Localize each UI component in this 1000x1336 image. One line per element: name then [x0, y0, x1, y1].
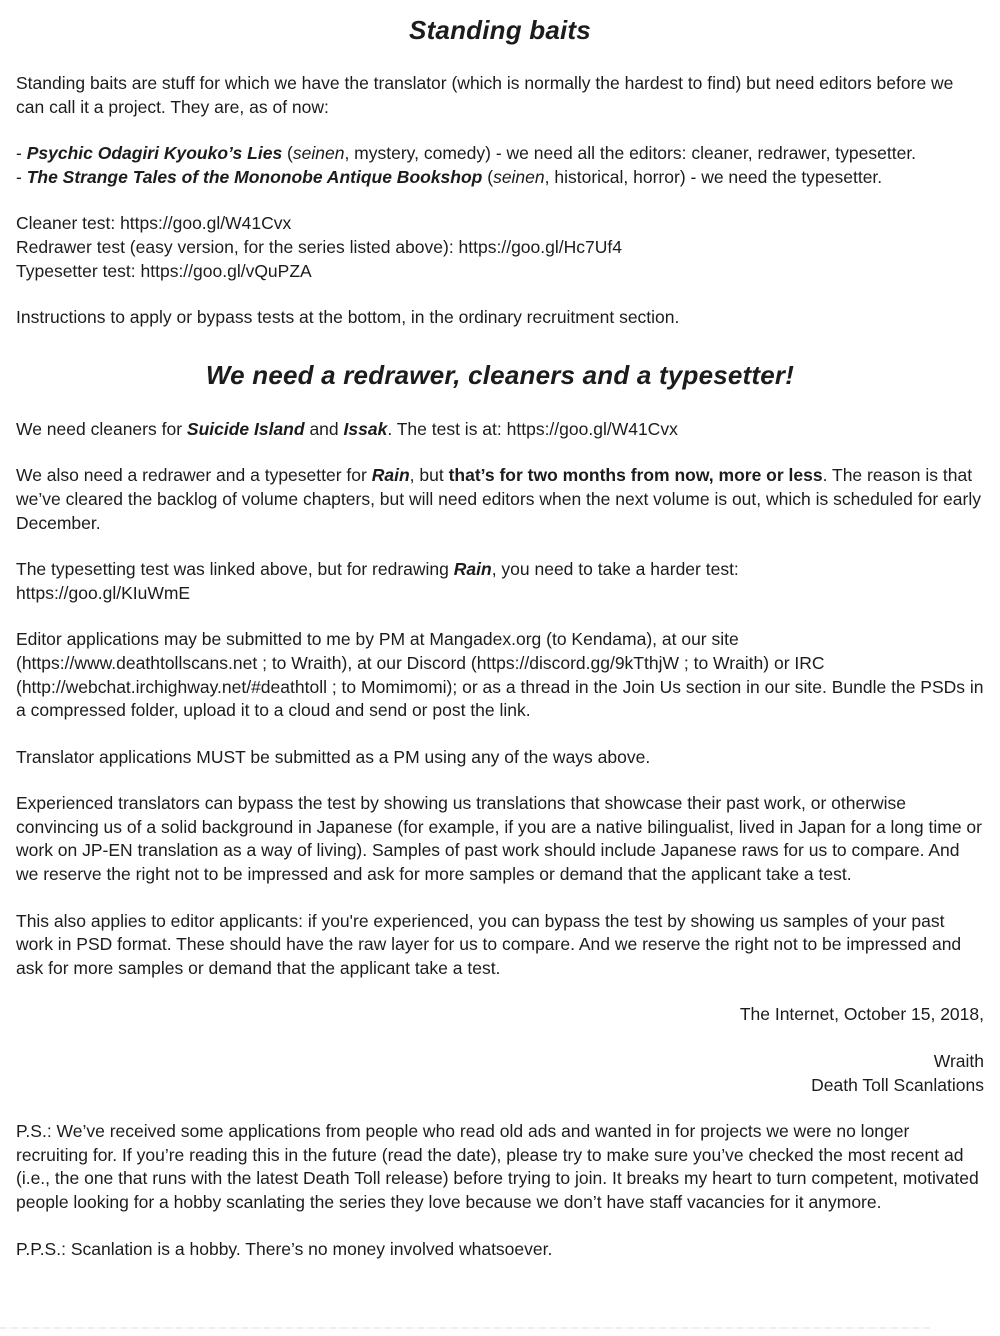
- text-run: and: [304, 418, 344, 439]
- text-run: . The test is at: https://goo.gl/W41Cvx: [387, 418, 678, 439]
- standing-baits-heading: Standing baits: [409, 15, 591, 45]
- series-title: Rain: [371, 465, 410, 486]
- text-run: . The reason is that we’ve cleared the backlog of volume chapters, but will need editors when the next volume is out, which is scheduled for early December.: [16, 465, 981, 533]
- bait-prefix: -: [16, 143, 27, 164]
- intro-paragraph: Standing baits are stuff for which we have the translator (which is normally the hardest to find) but need editors before we can call it a project. They are, as of now:: [16, 73, 954, 117]
- series-title: Issak: [343, 418, 388, 439]
- dateline: The Internet, October 15, 2018,: [739, 1004, 984, 1025]
- translator-applications-paragraph: Translator applications MUST be submitted as a PM using any of the ways above.: [16, 746, 651, 767]
- signature-block: [16, 1050, 984, 1097]
- text-run: We need cleaners for: [16, 418, 187, 439]
- cropped-next-line-artifact: [0, 1327, 930, 1329]
- bait-item-psychic-odagiri: [16, 142, 984, 166]
- genre-tag: seinen: [292, 143, 345, 164]
- group-name: Death Toll Scanlations: [811, 1074, 984, 1095]
- redrawer-test-link-line: Redrawer test (easy version, for the series listed above): https://goo.gl/Hc7Uf4: [16, 236, 622, 257]
- author-name: Wraith: [933, 1051, 984, 1072]
- bait-item-mononobe-bookshop: [16, 166, 984, 190]
- cleaner-test-link-line: Cleaner test: https://goo.gl/W41Cvx: [16, 213, 292, 234]
- we-need-heading: We need a redrawer, cleaners and a typesetter!: [205, 359, 795, 390]
- ps-paragraph: P.S.: We’ve received some applications from people who read old ads and wanted in for projects we were no longer recruiting for. If you’re reading this in the future (read the date), please try to make sure you’ve checked the most recent ad (i.e., the one that runs with the latest Death Toll release) before trying to join. It breaks my heart to turn competent, motivated people looking for a hobby scanlating the series they love because we don’t have staff vacancies for it anymore.: [16, 1121, 979, 1212]
- series-title: Suicide Island: [186, 418, 305, 439]
- redrawer-needed-paragraph: [16, 464, 984, 535]
- typesetter-test-link-line: Typesetter test: https://goo.gl/vQuPZA: [16, 260, 312, 281]
- instructions-note: Instructions to apply or bypass tests at the bottom, in the ordinary recruitment section.: [16, 307, 680, 328]
- editor-bypass-paragraph: This also applies to editor applicants: if you're experienced, you can bypass the test by showing us samples of your past work in PSD format. These should have the raw layer for us to compare. And we reserve the right not to be impressed and ask for more samples or demand that the applicant take a test.: [16, 910, 962, 978]
- pps-paragraph: P.P.S.: Scanlation is a hobby. There’s no money involved whatsoever.: [16, 1238, 553, 1259]
- text-run: We also need a redrawer and a typesetter for: [16, 465, 372, 486]
- emphasis-run: that’s for two months from now, more or less: [448, 465, 823, 486]
- paren: (: [282, 143, 293, 164]
- series-title: Psychic Odagiri Kyouko’s Lies: [26, 143, 283, 164]
- editor-applications-paragraph: Editor applications may be submitted to me by PM at Mangadex.org (to Kendama), at our site (https://www.deathtollscans.net ; to Wraith), at our Discord (https://discord.gg/9kTthjW ; to Wraith) or IRC (http://webchat.irchighway.net/#deathtoll ; to Momimomi); or as a thread in the Join Us section in our site. Bundle the PSDs in a compressed folder, upload it to a cloud and send or post the link.: [16, 629, 984, 721]
- typesetting-test-paragraph: [16, 558, 984, 605]
- experienced-translators-paragraph: Experienced translators can bypass the test by showing us translations that showcase their past work, or otherwise convincing us of a solid background in Japanese (for example, if you are a native bilingualist, lived in Japan for a long time or work on JP-EN translation as a way of living). Samples of past work should include Japanese raws for us to compare. And we reserve the right not to be impressed and ask for more samples or demand that the applicant take a test.: [16, 793, 982, 885]
- genre-tag: seinen: [493, 166, 545, 187]
- series-title: The Strange Tales of the Mononobe Antique Bookshop: [26, 166, 483, 187]
- bait-prefix: -: [16, 166, 27, 187]
- bait-description: , historical, horror) - we need the typesetter.: [544, 166, 883, 187]
- text-run: The typesetting test was linked above, but for redrawing: [16, 559, 454, 580]
- bait-list: [16, 142, 984, 189]
- cleaners-needed-paragraph: [16, 418, 984, 442]
- test-links-block: [16, 212, 984, 283]
- text-run: , you need to take a harder test:: [491, 559, 739, 580]
- series-title: Rain: [453, 559, 492, 580]
- paren: (: [482, 166, 494, 187]
- text-run: , but: [409, 465, 449, 486]
- redraw-test-url: https://goo.gl/KIuWmE: [16, 582, 191, 603]
- bait-description: , mystery, comedy) - we need all the editors: cleaner, redrawer, typesetter.: [344, 143, 917, 164]
